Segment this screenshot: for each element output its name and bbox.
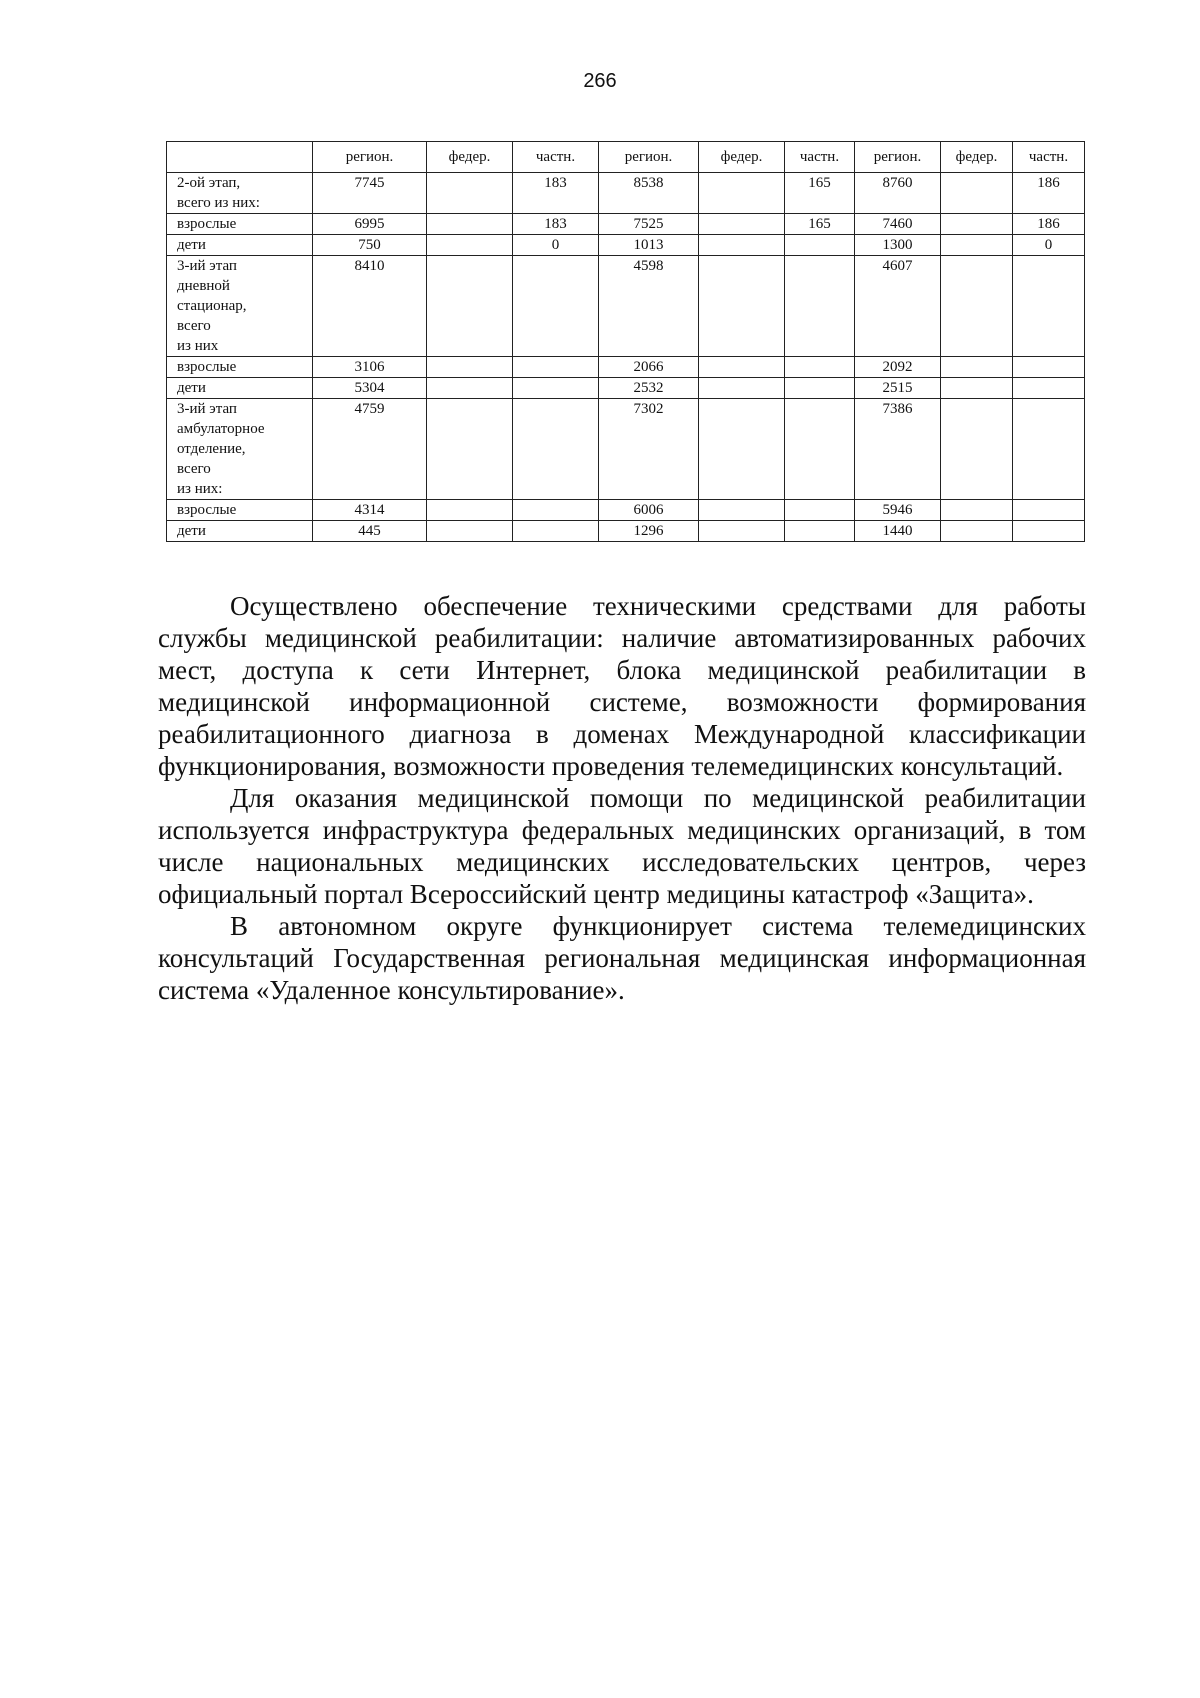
table-cell [513, 399, 599, 500]
table-cell: 165 [785, 214, 855, 235]
table-cell [699, 357, 785, 378]
page-number: 266 [583, 70, 617, 92]
table-cell [699, 378, 785, 399]
table-cell [513, 521, 599, 542]
table-cell [941, 256, 1013, 357]
table-cell [427, 399, 513, 500]
table-row [167, 256, 1085, 357]
table-cell [941, 399, 1013, 500]
table-cell: 8760 [855, 173, 941, 214]
row-label: 2-ой этап, всего из них: [167, 173, 313, 214]
table-cell: 5946 [855, 500, 941, 521]
table-cell: 2066 [599, 357, 699, 378]
table-cell [699, 500, 785, 521]
table-cell [699, 214, 785, 235]
table-cell [785, 256, 855, 357]
table-cell [513, 357, 599, 378]
table-row [167, 500, 1085, 521]
table-cell: 0 [1013, 235, 1085, 256]
table-cell: 7386 [855, 399, 941, 500]
table-cell [427, 214, 513, 235]
table-body [167, 173, 1085, 542]
table-cell: 183 [513, 214, 599, 235]
table-cell [1013, 521, 1085, 542]
table-cell [699, 173, 785, 214]
table-cell [699, 256, 785, 357]
table-cell [785, 521, 855, 542]
table-cell: 4314 [313, 500, 427, 521]
table-header-cell: регион. [855, 142, 941, 173]
table-row [167, 399, 1085, 500]
row-label: дети [167, 378, 313, 399]
table-cell [785, 378, 855, 399]
paragraph: В автономном округе функционирует система телемедицинских консультаций Государственная региональная медицинская информационная система «Удаленное консультирование». [158, 911, 1086, 1005]
table-cell [785, 235, 855, 256]
table-row [167, 173, 1085, 214]
table-header-cell: регион. [599, 142, 699, 173]
table-header-cell: федер. [941, 142, 1013, 173]
table-cell [1013, 399, 1085, 500]
table-row [167, 378, 1085, 399]
table-cell [513, 256, 599, 357]
table-cell: 2532 [599, 378, 699, 399]
table-cell [941, 173, 1013, 214]
table-cell [699, 399, 785, 500]
table-cell: 1013 [599, 235, 699, 256]
table-cell: 7745 [313, 173, 427, 214]
table-cell: 6006 [599, 500, 699, 521]
table-row [167, 235, 1085, 256]
table-cell [941, 357, 1013, 378]
paragraph: Для оказания медицинской помощи по медицинской реабилитации используется инфраструктура федеральных медицинских организаций, в том числе национальных медицинских исследовательских центров, через официальный портал Всероссийский центр медицины катастроф «Защита». [158, 783, 1086, 909]
table-cell: 7460 [855, 214, 941, 235]
table-header-cell: федер. [699, 142, 785, 173]
table-cell [785, 399, 855, 500]
table-row [167, 214, 1085, 235]
table-cell [427, 235, 513, 256]
table-cell [941, 378, 1013, 399]
table-cell: 1300 [855, 235, 941, 256]
table-cell: 186 [1013, 173, 1085, 214]
table-cell: 1440 [855, 521, 941, 542]
table-cell: 0 [513, 235, 599, 256]
row-label: дети [167, 521, 313, 542]
table-header-cell [167, 142, 313, 173]
table-cell: 7525 [599, 214, 699, 235]
table-cell [427, 500, 513, 521]
table-cell [427, 378, 513, 399]
table-header-cell: федер. [427, 142, 513, 173]
table-cell [513, 378, 599, 399]
table-cell: 1296 [599, 521, 699, 542]
table-row [167, 521, 1085, 542]
table-header-cell: частн. [513, 142, 599, 173]
paragraph: Осуществлено обеспечение техническими средствами для работы службы медицинской реабилитации: наличие автоматизированных рабочих мест, доступа к сети Интернет, блока медицинской реабилитации в медицинской информационной системе, возможности формирования реабилитационного диагноза в доменах Международной классификации функционирования, возможности проведения телемедицинских консультаций. [158, 591, 1086, 781]
table-cell [427, 173, 513, 214]
row-label: взрослые [167, 357, 313, 378]
table-cell [1013, 357, 1085, 378]
table-row [167, 357, 1085, 378]
table-cell [1013, 256, 1085, 357]
table-cell [427, 256, 513, 357]
row-label: 3-ий этап амбулаторное отделение, всего из них: [167, 399, 313, 500]
table-cell [785, 500, 855, 521]
table-cell [427, 521, 513, 542]
table-cell: 4759 [313, 399, 427, 500]
table-cell: 4598 [599, 256, 699, 357]
body-text [158, 590, 1086, 1006]
table-cell [941, 214, 1013, 235]
table-cell: 445 [313, 521, 427, 542]
rehabilitation-stats-table [166, 141, 1085, 542]
table-cell [513, 500, 599, 521]
table-header-cell: частн. [1013, 142, 1085, 173]
table-cell: 4607 [855, 256, 941, 357]
table-cell: 8538 [599, 173, 699, 214]
table-cell: 183 [513, 173, 599, 214]
table-cell: 2515 [855, 378, 941, 399]
table-cell [699, 235, 785, 256]
table-cell: 5304 [313, 378, 427, 399]
table-header-row [167, 142, 1085, 173]
table-cell: 750 [313, 235, 427, 256]
row-label: взрослые [167, 500, 313, 521]
table-cell: 3106 [313, 357, 427, 378]
table-cell [941, 235, 1013, 256]
table-cell [1013, 500, 1085, 521]
table-cell [1013, 378, 1085, 399]
row-label: 3-ий этап дневной стационар, всего из них [167, 256, 313, 357]
table-cell: 2092 [855, 357, 941, 378]
table-cell: 186 [1013, 214, 1085, 235]
table-cell: 165 [785, 173, 855, 214]
table-cell [785, 357, 855, 378]
table-cell [699, 521, 785, 542]
table-cell [941, 500, 1013, 521]
table-cell: 6995 [313, 214, 427, 235]
table-cell: 7302 [599, 399, 699, 500]
table-cell [941, 521, 1013, 542]
table-cell [427, 357, 513, 378]
table-header-cell: регион. [313, 142, 427, 173]
table-cell: 8410 [313, 256, 427, 357]
row-label: взрослые [167, 214, 313, 235]
table-header-cell: частн. [785, 142, 855, 173]
row-label: дети [167, 235, 313, 256]
